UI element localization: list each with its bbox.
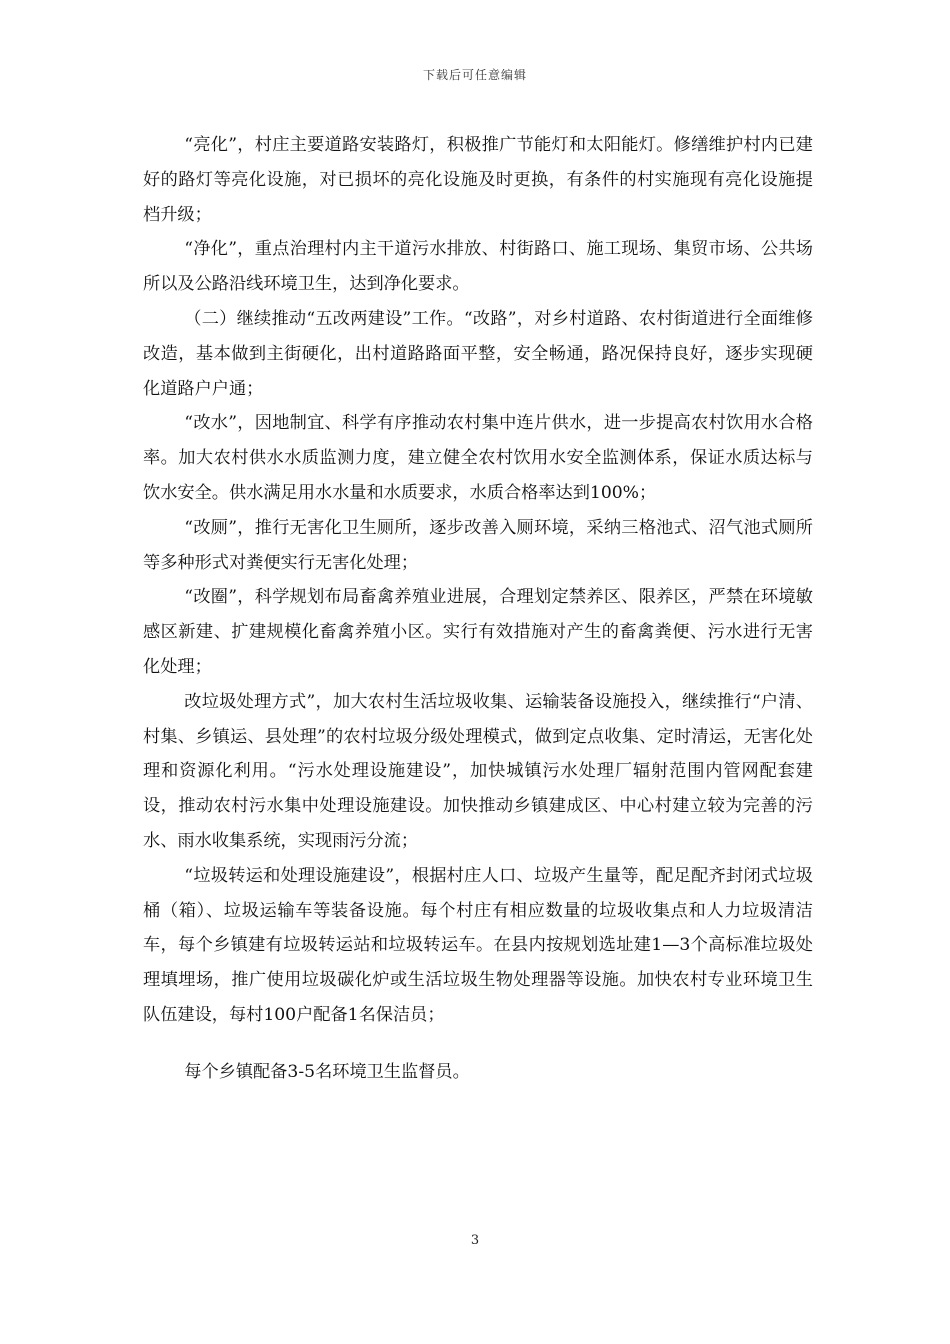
paragraph-lighting: “亮化”，村庄主要道路安装路灯，积极推广节能灯和太阳能灯。修缮维护村内已建好的路灯等亮化设施，对已损坏的亮化设施及时更换，有条件的村实施现有亮化设施提档升级； <box>143 135 813 225</box>
paragraph-garbage-transfer: “垃圾转运和处理设施建设”，根据村庄人口、垃圾产生量等，配足配齐封闭式垃圾桶（箱）、垃圾运输车等装备设施。每个村庄有相应数量的垃圾收集点和人力垃圾清洁车，每个乡镇建有垃圾转运站和垃圾转运车。在县内按规划选址建1—3个高标准垃圾处理填埋场，推广使用垃圾碳化炉或生活垃圾生物处理器等设施。加快农村专业环境卫生队伍建设，每村100户配备1名保洁员； <box>143 865 813 1025</box>
paragraph-garbage-sewage: 改垃圾处理方式”，加大农村生活垃圾收集、运输装备设施投入，继续推行“户清、村集、乡镇运、县处理”的农村垃圾分级处理模式，做到定点收集、定时清运，无害化处理和资源化利用。“污水处理设施建设”，加快城镇污水处理厂辐射范围内管网配套建设，推动农村污水集中处理设施建设。加快推动乡镇建成区、中心村建立较为完善的污水、雨水收集系统，实现雨污分流； <box>143 691 813 851</box>
paragraph-cleaning: “净化”，重点治理村内主干道污水排放、村街路口、施工现场、集贸市场、公共场所以及公路沿线环境卫生，达到净化要求。 <box>143 239 813 295</box>
paragraph-livestock: “改圈”，科学规划布局畜禽养殖业进展，合理划定禁养区、限养区，严禁在环境敏感区新建、扩建规模化畜禽养殖小区。实行有效措施对产生的畜禽粪便、污水进行无害化处理； <box>143 587 813 677</box>
page-header: 下载后可任意编辑 <box>422 68 527 82</box>
page-number: 3 <box>470 1233 480 1248</box>
paragraph-roads: （二）继续推动“五改两建设”工作。“改路”，对乡村道路、农村街道进行全面维修改造，基本做到主街硬化，出村道路路面平整，安全畅通，路况保持良好，逐步实现硬化道路户户通； <box>143 308 813 399</box>
document-body <box>143 128 813 1090</box>
paragraph-supervisors: 每个乡镇配备3-5名环境卫生监督员。 <box>184 1061 470 1082</box>
paragraph-toilets: “改厕”，推行无害化卫生厕所，逐步改善入厕环境，采纳三格池式、沼气池式厕所等多种形式对粪便实行无害化处理； <box>143 517 813 573</box>
paragraph-water: “改水”，因地制宜、科学有序推动农村集中连片供水，进一步提高农村饮用水合格率。加大农村供水水质监测力度，建立健全农村饮用水安全监测体系，保证水质达标与饮水安全。供水满足用水水量和水质要求，水质合格率达到100%； <box>143 413 813 503</box>
